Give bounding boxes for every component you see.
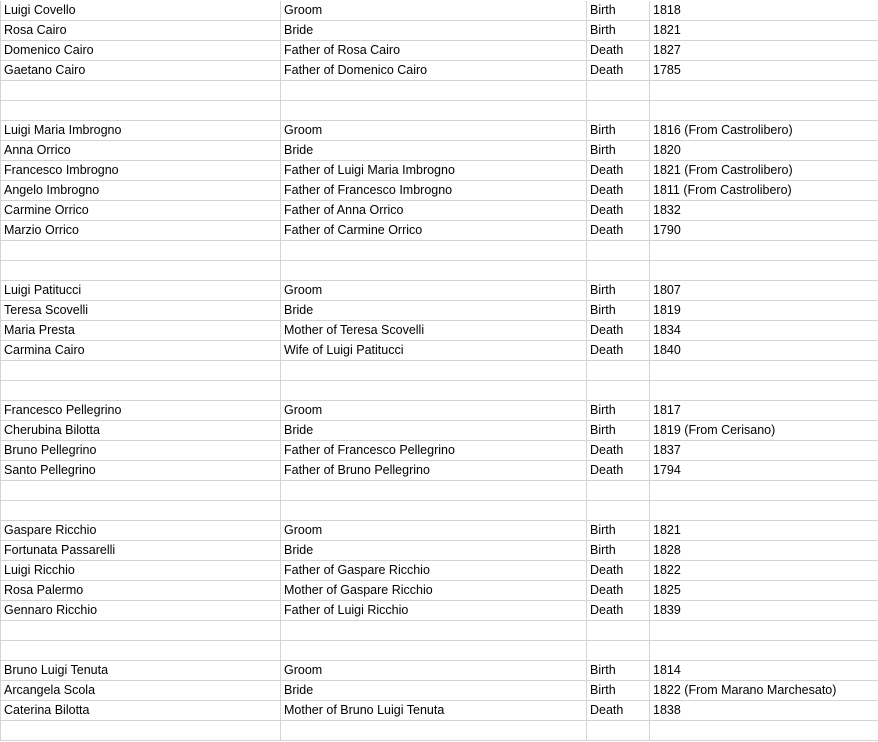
relation-cell[interactable] (281, 261, 587, 281)
year-cell[interactable]: 1794 (650, 461, 878, 481)
table-row (1, 221, 878, 241)
name-cell[interactable]: Luigi Covello (1, 1, 281, 21)
year-cell[interactable]: 1814 (650, 661, 878, 681)
name-cell[interactable] (1, 721, 281, 741)
event-cell[interactable]: Birth (587, 301, 650, 321)
event-cell[interactable]: Birth (587, 401, 650, 421)
relation-cell[interactable]: Father of Rosa Cairo (281, 41, 587, 61)
name-cell[interactable]: Francesco Imbrogno (1, 161, 281, 181)
year-cell[interactable]: 1827 (650, 41, 878, 61)
event-cell[interactable] (587, 501, 650, 521)
table-row (1, 721, 878, 741)
name-cell[interactable]: Santo Pellegrino (1, 461, 281, 481)
table-row (1, 241, 878, 261)
relation-cell[interactable]: Bride (281, 141, 587, 161)
name-cell[interactable]: Bruno Pellegrino (1, 441, 281, 461)
name-cell[interactable]: Rosa Palermo (1, 581, 281, 601)
year-cell[interactable]: 1822 (From Marano Marchesato) (650, 681, 878, 701)
spreadsheet-grid (0, 1, 878, 741)
name-cell[interactable]: Luigi Ricchio (1, 561, 281, 581)
relation-cell[interactable]: Wife of Luigi Patitucci (281, 341, 587, 361)
year-cell[interactable]: 1816 (From Castrolibero) (650, 121, 878, 141)
event-cell[interactable]: Birth (587, 421, 650, 441)
event-cell[interactable] (587, 261, 650, 281)
table-row (1, 321, 878, 341)
name-cell[interactable]: Carmina Cairo (1, 341, 281, 361)
table-row (1, 561, 878, 581)
relation-cell[interactable] (281, 641, 587, 661)
name-cell[interactable]: Bruno Luigi Tenuta (1, 661, 281, 681)
name-cell[interactable] (1, 621, 281, 641)
relation-cell[interactable]: Father of Anna Orrico (281, 201, 587, 221)
name-cell[interactable] (1, 81, 281, 101)
year-cell[interactable] (650, 261, 878, 281)
year-cell[interactable]: 1819 (650, 301, 878, 321)
name-cell[interactable]: Anna Orrico (1, 141, 281, 161)
event-cell[interactable] (587, 361, 650, 381)
table-row (1, 281, 878, 301)
name-cell[interactable]: Gaspare Ricchio (1, 521, 281, 541)
table-row (1, 681, 878, 701)
event-cell[interactable]: Birth (587, 281, 650, 301)
event-cell[interactable]: Birth (587, 121, 650, 141)
name-cell[interactable]: Francesco Pellegrino (1, 401, 281, 421)
name-cell[interactable] (1, 241, 281, 261)
relation-cell[interactable]: Father of Gaspare Ricchio (281, 561, 587, 581)
relation-cell[interactable]: Mother of Gaspare Ricchio (281, 581, 587, 601)
name-cell[interactable] (1, 381, 281, 401)
event-cell[interactable] (587, 721, 650, 741)
event-cell[interactable] (587, 481, 650, 501)
event-cell[interactable] (587, 621, 650, 641)
name-cell[interactable] (1, 361, 281, 381)
name-cell[interactable]: Angelo Imbrogno (1, 181, 281, 201)
name-cell[interactable]: Teresa Scovelli (1, 301, 281, 321)
relation-cell[interactable]: Father of Carmine Orrico (281, 221, 587, 241)
relation-cell[interactable] (281, 621, 587, 641)
event-cell[interactable]: Birth (587, 661, 650, 681)
event-cell[interactable]: Birth (587, 541, 650, 561)
relation-cell[interactable]: Groom (281, 401, 587, 421)
table-row (1, 261, 878, 281)
year-cell[interactable]: 1840 (650, 341, 878, 361)
table-row (1, 601, 878, 621)
event-cell[interactable]: Death (587, 61, 650, 81)
event-cell[interactable]: Death (587, 441, 650, 461)
name-cell[interactable]: Fortunata Passarelli (1, 541, 281, 561)
table-row (1, 441, 878, 461)
year-cell[interactable]: 1837 (650, 441, 878, 461)
event-cell[interactable]: Death (587, 161, 650, 181)
year-cell[interactable] (650, 81, 878, 101)
table-row (1, 161, 878, 181)
year-cell[interactable] (650, 721, 878, 741)
spreadsheet-body (1, 1, 878, 741)
table-row (1, 301, 878, 321)
event-cell[interactable]: Birth (587, 21, 650, 41)
year-cell[interactable]: 1820 (650, 141, 878, 161)
relation-cell[interactable]: Father of Domenico Cairo (281, 61, 587, 81)
year-cell[interactable] (650, 621, 878, 641)
year-cell[interactable]: 1811 (From Castrolibero) (650, 181, 878, 201)
table-row (1, 661, 878, 681)
table-row (1, 41, 878, 61)
relation-cell[interactable]: Mother of Bruno Luigi Tenuta (281, 701, 587, 721)
year-cell[interactable]: 1822 (650, 561, 878, 581)
event-cell[interactable] (587, 381, 650, 401)
table-row (1, 581, 878, 601)
year-cell[interactable]: 1790 (650, 221, 878, 241)
name-cell[interactable]: Carmine Orrico (1, 201, 281, 221)
relation-cell[interactable]: Groom (281, 121, 587, 141)
year-cell[interactable] (650, 361, 878, 381)
table-row (1, 121, 878, 141)
relation-cell[interactable] (281, 361, 587, 381)
year-cell[interactable] (650, 241, 878, 261)
table-row (1, 381, 878, 401)
name-cell[interactable] (1, 261, 281, 281)
relation-cell[interactable] (281, 241, 587, 261)
year-cell[interactable]: 1821 (From Castrolibero) (650, 161, 878, 181)
table-row (1, 101, 878, 121)
relation-cell[interactable]: Bride (281, 301, 587, 321)
relation-cell[interactable]: Bride (281, 421, 587, 441)
table-row (1, 201, 878, 221)
event-cell[interactable]: Birth (587, 1, 650, 21)
name-cell[interactable]: Gennaro Ricchio (1, 601, 281, 621)
table-row (1, 501, 878, 521)
event-cell[interactable]: Death (587, 341, 650, 361)
table-row (1, 461, 878, 481)
event-cell[interactable]: Death (587, 701, 650, 721)
relation-cell[interactable]: Father of Bruno Pellegrino (281, 461, 587, 481)
table-row (1, 641, 878, 661)
name-cell[interactable]: Marzio Orrico (1, 221, 281, 241)
table-row (1, 21, 878, 41)
event-cell[interactable]: Birth (587, 681, 650, 701)
relation-cell[interactable]: Bride (281, 681, 587, 701)
event-cell[interactable] (587, 101, 650, 121)
event-cell[interactable]: Death (587, 601, 650, 621)
name-cell[interactable]: Cherubina Bilotta (1, 421, 281, 441)
name-cell[interactable]: Luigi Maria Imbrogno (1, 121, 281, 141)
relation-cell[interactable]: Mother of Teresa Scovelli (281, 321, 587, 341)
relation-cell[interactable]: Groom (281, 521, 587, 541)
relation-cell[interactable]: Father of Francesco Imbrogno (281, 181, 587, 201)
year-cell[interactable]: 1828 (650, 541, 878, 561)
table-row (1, 701, 878, 721)
name-cell[interactable]: Domenico Cairo (1, 41, 281, 61)
relation-cell[interactable] (281, 381, 587, 401)
year-cell[interactable]: 1785 (650, 61, 878, 81)
name-cell[interactable] (1, 101, 281, 121)
table-row (1, 521, 878, 541)
event-cell[interactable]: Birth (587, 141, 650, 161)
relation-cell[interactable] (281, 81, 587, 101)
relation-cell[interactable]: Groom (281, 1, 587, 21)
year-cell[interactable] (650, 641, 878, 661)
relation-cell[interactable]: Groom (281, 661, 587, 681)
year-cell[interactable]: 1819 (From Cerisano) (650, 421, 878, 441)
table-row (1, 421, 878, 441)
name-cell[interactable]: Luigi Patitucci (1, 281, 281, 301)
name-cell[interactable]: Rosa Cairo (1, 21, 281, 41)
name-cell[interactable]: Caterina Bilotta (1, 701, 281, 721)
event-cell[interactable]: Death (587, 221, 650, 241)
event-cell[interactable]: Death (587, 321, 650, 341)
table-row (1, 181, 878, 201)
relation-cell[interactable] (281, 101, 587, 121)
table-row (1, 61, 878, 81)
table-row (1, 1, 878, 21)
table-row (1, 81, 878, 101)
event-cell[interactable]: Death (587, 461, 650, 481)
event-cell[interactable]: Death (587, 181, 650, 201)
relation-cell[interactable] (281, 481, 587, 501)
table-row (1, 401, 878, 421)
event-cell[interactable] (587, 641, 650, 661)
table-row (1, 141, 878, 161)
relation-cell[interactable] (281, 721, 587, 741)
table-row (1, 541, 878, 561)
relation-cell[interactable]: Father of Luigi Ricchio (281, 601, 587, 621)
year-cell[interactable] (650, 101, 878, 121)
year-cell[interactable]: 1839 (650, 601, 878, 621)
relation-cell[interactable]: Bride (281, 21, 587, 41)
name-cell[interactable] (1, 481, 281, 501)
event-cell[interactable] (587, 241, 650, 261)
year-cell[interactable]: 1825 (650, 581, 878, 601)
year-cell[interactable] (650, 481, 878, 501)
year-cell[interactable]: 1838 (650, 701, 878, 721)
relation-cell[interactable]: Father of Luigi Maria Imbrogno (281, 161, 587, 181)
name-cell[interactable]: Gaetano Cairo (1, 61, 281, 81)
year-cell[interactable]: 1834 (650, 321, 878, 341)
year-cell[interactable]: 1821 (650, 21, 878, 41)
table-row (1, 481, 878, 501)
event-cell[interactable]: Death (587, 41, 650, 61)
name-cell[interactable] (1, 501, 281, 521)
event-cell[interactable]: Death (587, 201, 650, 221)
year-cell[interactable]: 1818 (650, 1, 878, 21)
year-cell[interactable]: 1832 (650, 201, 878, 221)
name-cell[interactable]: Maria Presta (1, 321, 281, 341)
table-row (1, 361, 878, 381)
year-cell[interactable]: 1807 (650, 281, 878, 301)
relation-cell[interactable]: Bride (281, 541, 587, 561)
table-row (1, 341, 878, 361)
event-cell[interactable] (587, 81, 650, 101)
relation-cell[interactable]: Father of Francesco Pellegrino (281, 441, 587, 461)
year-cell[interactable]: 1821 (650, 521, 878, 541)
relation-cell[interactable] (281, 501, 587, 521)
year-cell[interactable]: 1817 (650, 401, 878, 421)
table-row (1, 621, 878, 641)
event-cell[interactable]: Death (587, 581, 650, 601)
event-cell[interactable]: Death (587, 561, 650, 581)
year-cell[interactable] (650, 501, 878, 521)
name-cell[interactable]: Arcangela Scola (1, 681, 281, 701)
year-cell[interactable] (650, 381, 878, 401)
name-cell[interactable] (1, 641, 281, 661)
event-cell[interactable]: Birth (587, 521, 650, 541)
relation-cell[interactable]: Groom (281, 281, 587, 301)
